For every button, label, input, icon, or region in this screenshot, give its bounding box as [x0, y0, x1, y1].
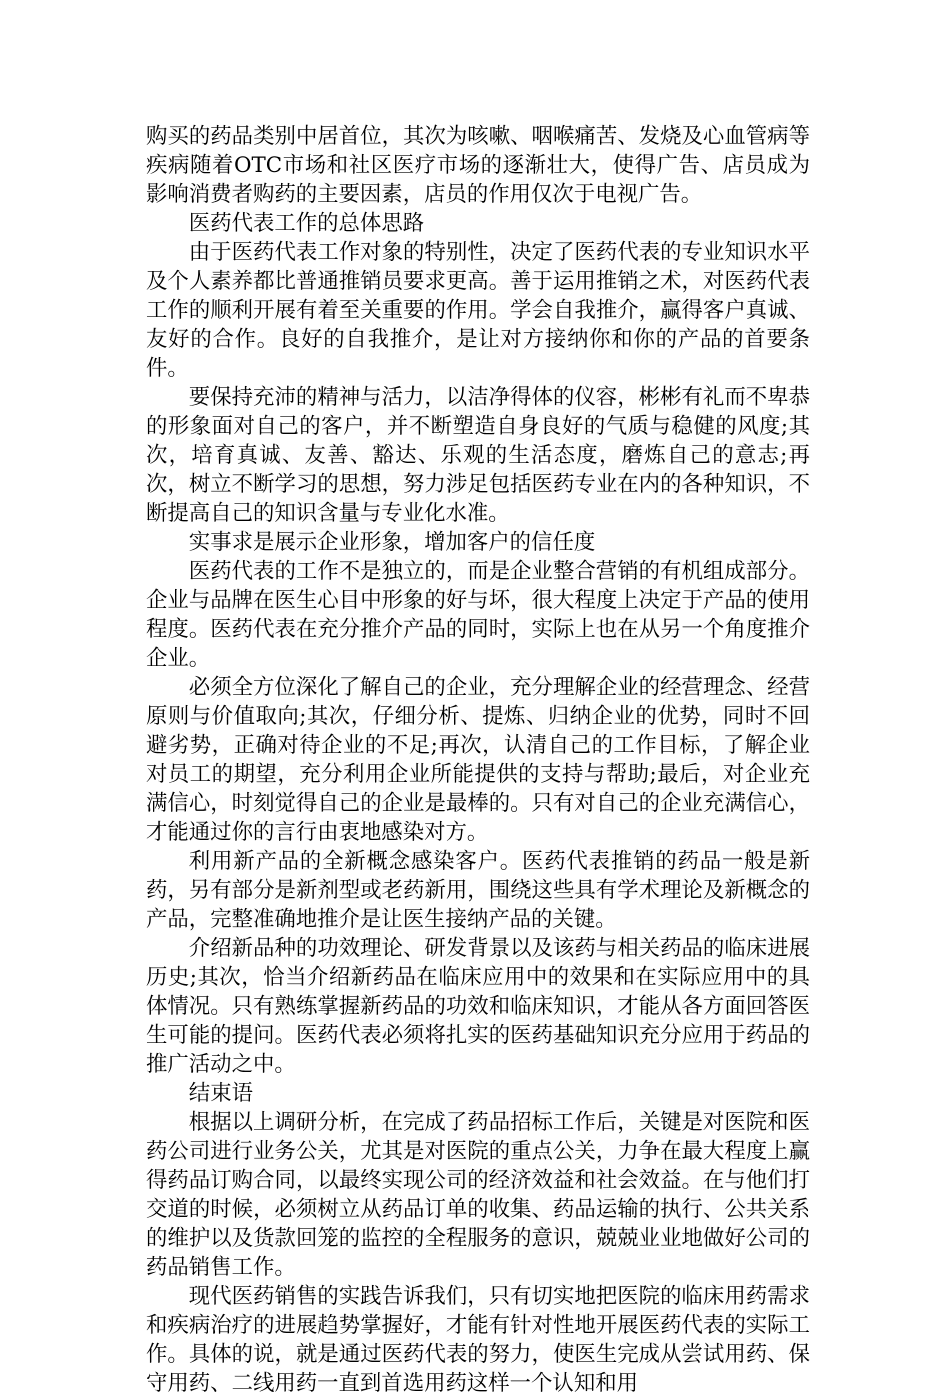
- paragraph-1: 购买的药品类别中居首位，其次为咳嗽、咽喉痛苦、发烧及心血管病等疾病随着OTC市场和社区医疗市场的逐渐壮大，使得广告、店员成为影响消费者购药的主要因素，店员的作用仅次于电视广告。: [146, 124, 810, 207]
- heading-conclusion: 结束语: [188, 1081, 253, 1106]
- heading-company-image: 实事求是展示企业形象，增加客户的信任度: [188, 530, 596, 555]
- heading-overall-approach: 医药代表工作的总体思路: [188, 211, 425, 236]
- paragraph-4: 要保持充沛的精神与活力，以洁净得体的仪容，彬彬有礼而不卑恭的形象面对自己的客户，并不断塑造自身良好的气质与稳健的风度;其次，培育真诚、友善、豁达、乐观的生活态度，磨炼自己的意志;再次，树立不断学习的思想，努力涉足包括医药专业在内的各种知识，不断提高自己的知识含量与专业化水准。: [146, 385, 810, 526]
- paragraph-3: 由于医药代表工作对象的特别性，决定了医药代表的专业知识水平及个人素养都比普通推销员要求更高。善于运用推销之术，对医药代表工作的顺利开展有着至关重要的作用。学会自我推介，赢得客户真诚、友好的合作。良好的自我推介，是让对方接纳你和你的产品的首要条件。: [146, 240, 810, 381]
- paragraph-8: 利用新产品的全新概念感染客户。医药代表推销的药品一般是新药，另有部分是新剂型或老药新用，围绕这些具有学术理论及新概念的产品，完整准确地推介是让医生接纳产品的关键。: [146, 849, 810, 932]
- paragraph-9: 介绍新品种的功效理论、研发背景以及该药与相关药品的临床进展历史;其次，恰当介绍新药品在临床应用中的效果和在实际应用中的具体情况。只有熟练掌握新药品的功效和临床知识，才能从各方面回答医生可能的提问。医药代表必须将扎实的医药基础知识充分应用于药品的推广活动之中。: [146, 936, 810, 1077]
- paragraph-6: 医药代表的工作不是独立的，而是企业整合营销的有机组成部分。企业与品牌在医生心目中形象的好与坏，很大程度上决定于产品的使用程度。医药代表在充分推介产品的同时，实际上也在从另一个角度推介企业。: [146, 559, 810, 671]
- document-page: [146, 122, 810, 1398]
- paragraph-11: 根据以上调研分析，在完成了药品招标工作后，关键是对医院和医药公司进行业务公关，尤其是对医院的重点公关，力争在最大程度上赢得药品订购合同，以最终实现公司的经济效益和社会效益。在与他们打交道的时候，必须树立从药品订单的收集、药品运输的执行、公共关系的维护以及货款回笼的监控的全程服务的意识，兢兢业业地做好公司的药品销售工作。: [146, 1110, 810, 1280]
- paragraph-12: 现代医药销售的实践告诉我们，只有切实地把医院的临床用药需求和疾病治疗的进展趋势掌握好，才能有针对性地开展医药代表的实际工作。具体的说，就是通过医药代表的努力，使医生完成从尝试用药、保守用药、二线用药一直到首选用药这样一个认知和用: [146, 1284, 810, 1396]
- paragraph-7: 必须全方位深化了解自己的企业，充分理解企业的经营理念、经营原则与价值取向;其次，仔细分析、提炼、归纳企业的优势，同时不回避劣势，正确对待企业的不足;再次，认清自己的工作目标，了解企业对员工的期望，充分利用企业所能提供的支持与帮助;最后，对企业充满信心，时刻觉得自己的企业是最棒的。只有对自己的企业充满信心，才能通过你的言行由衷地感染对方。: [146, 675, 810, 845]
